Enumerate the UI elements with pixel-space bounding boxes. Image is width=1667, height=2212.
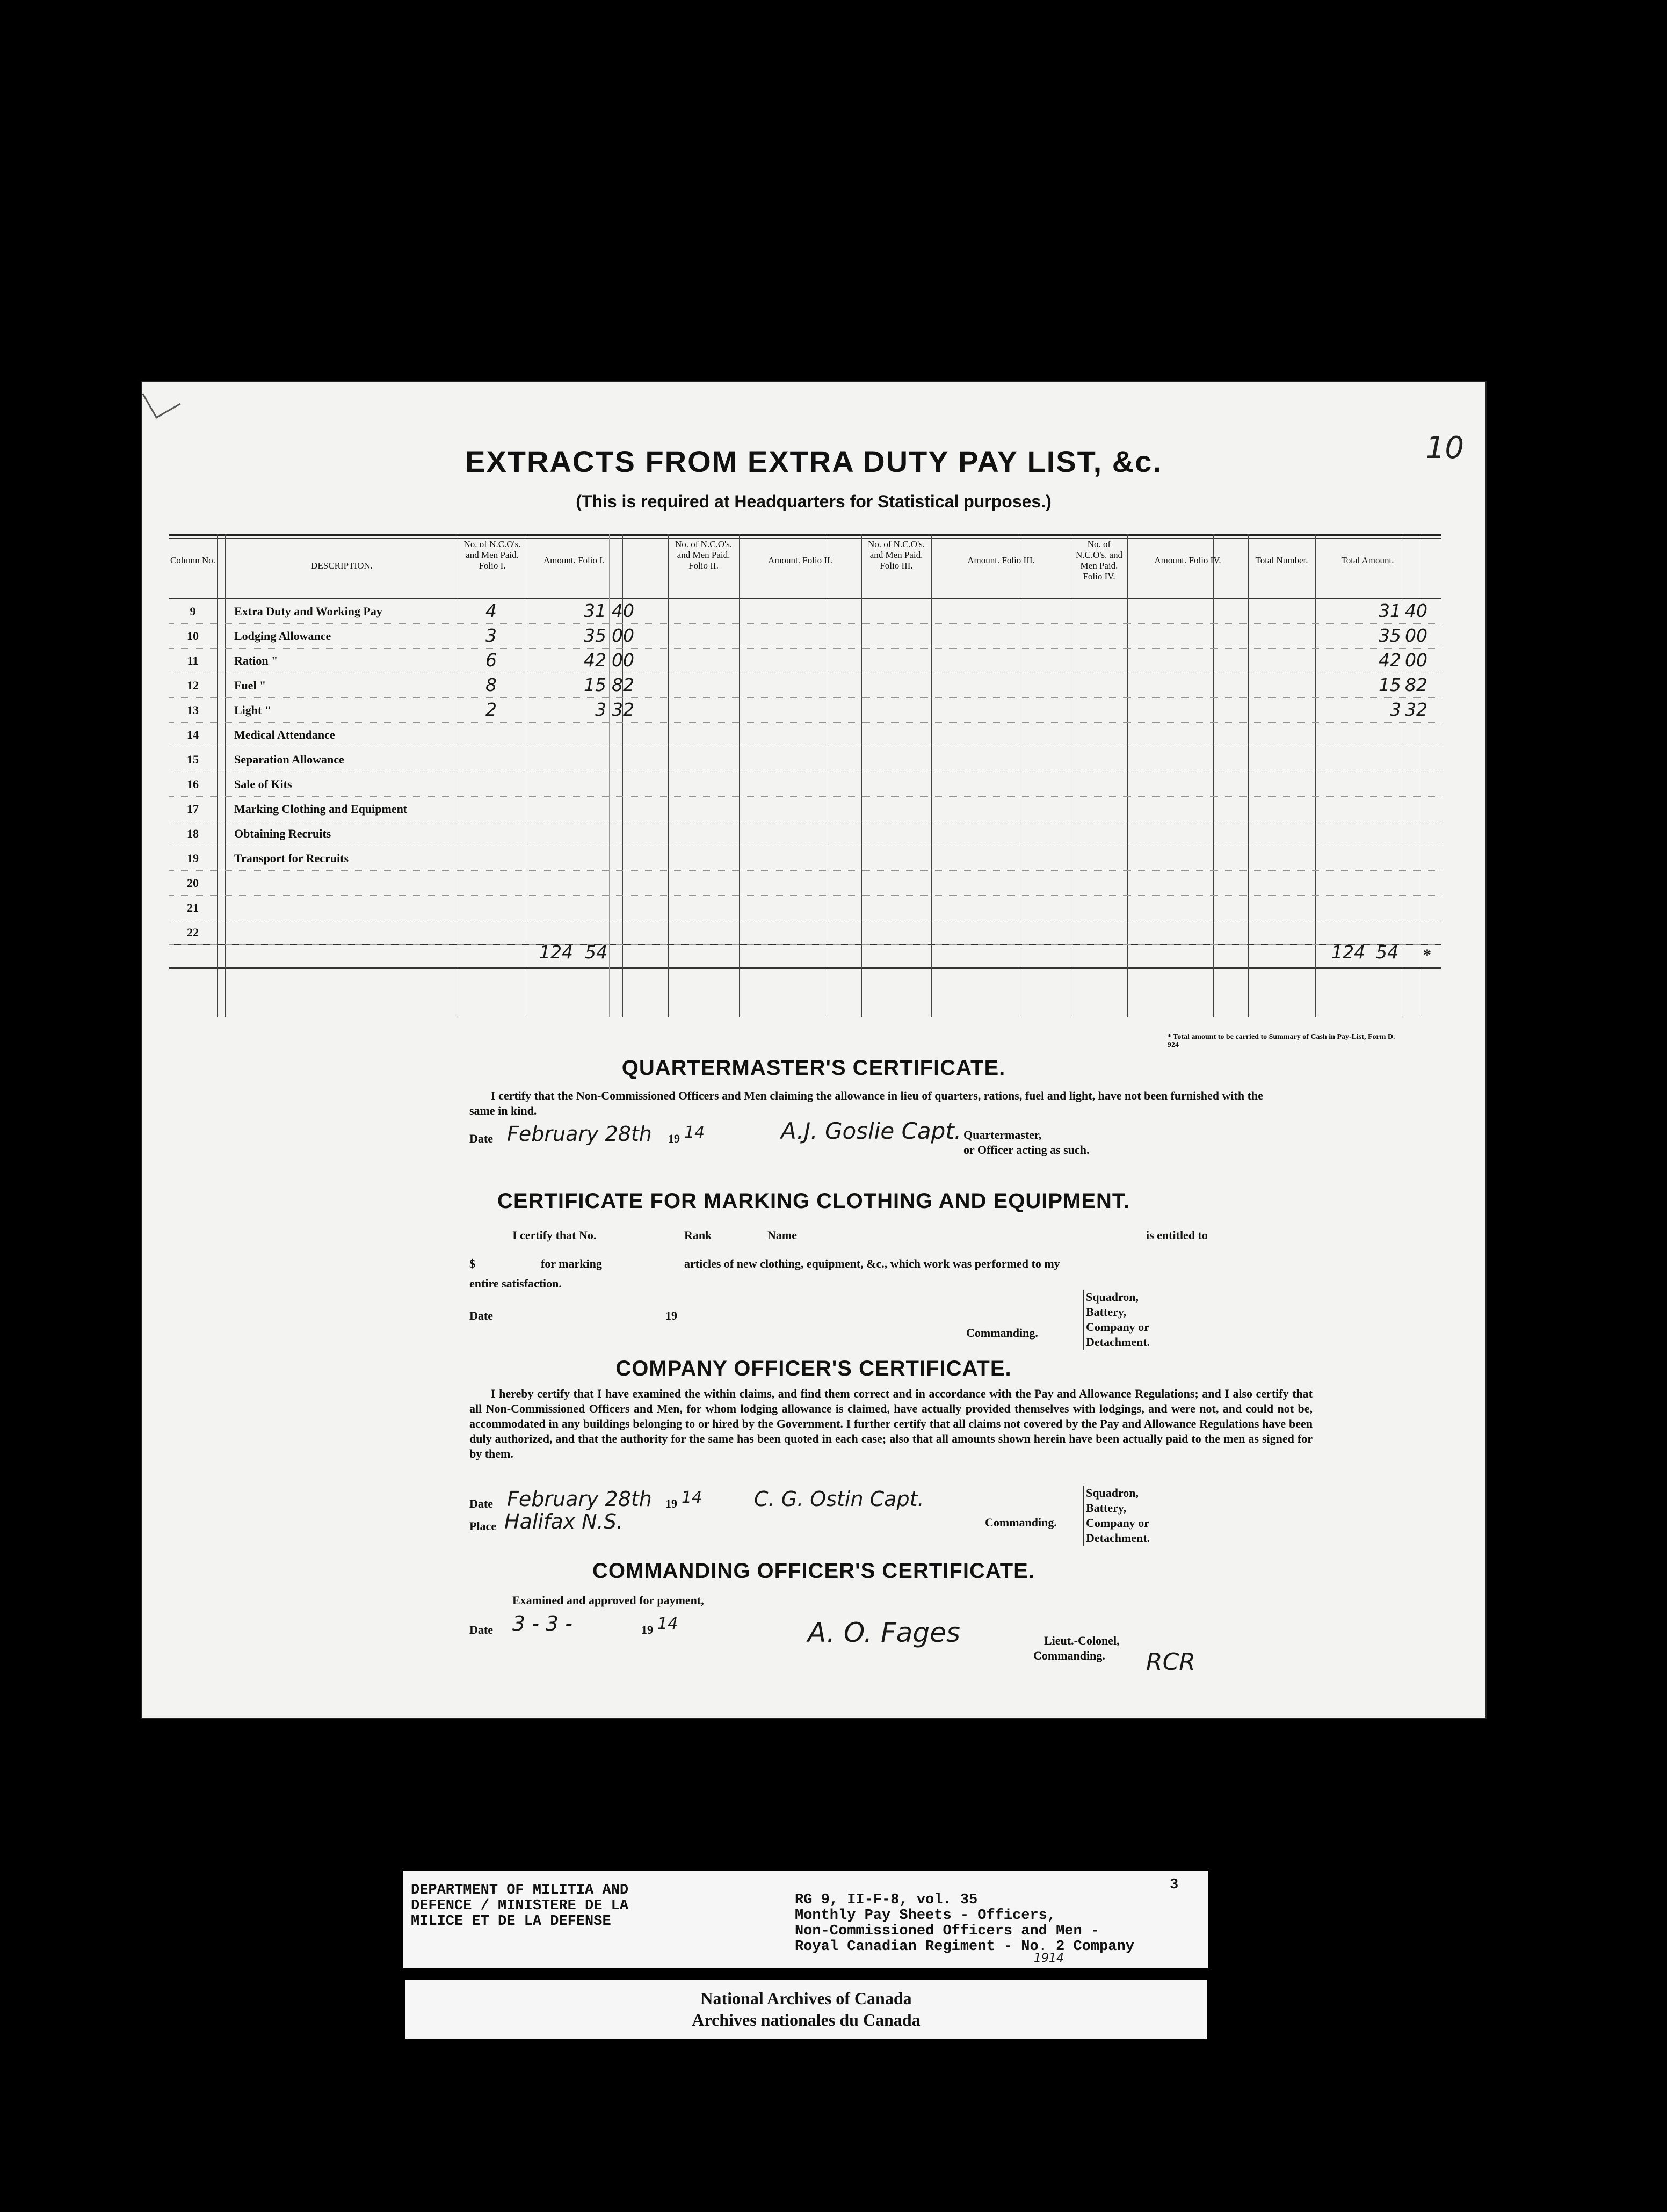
row-description: Light " <box>234 703 272 717</box>
marking-name: Name <box>767 1228 797 1242</box>
row-column-no: 12 <box>187 679 199 692</box>
row-total-cents: 40 <box>1405 600 1427 621</box>
form-subtitle: (This is required at Headquarters for Statistical purposes.) <box>576 492 1052 511</box>
marking-commanding: Commanding. <box>966 1326 1038 1340</box>
row-description: Separation Allowance <box>234 753 344 766</box>
reference-line-2: Monthly Pay Sheets - Officers, <box>795 1908 1056 1924</box>
row-total-dollars: 35 <box>1379 625 1401 646</box>
row-description: Transport for Recruits <box>234 852 349 865</box>
company-commanding: Commanding. <box>985 1516 1057 1529</box>
marking-articles: articles of new clothing, equipment, &c., which work was performed to my <box>684 1257 1060 1270</box>
archive-name-fr: Archives nationales du Canada <box>692 2010 921 2029</box>
qm-role-acting: or Officer acting as such. <box>963 1143 1090 1156</box>
header-description: DESCRIPTION. <box>311 561 373 571</box>
row-nco-count: 3 <box>485 625 497 646</box>
total-amount-cents: 54 <box>1376 942 1398 963</box>
reference-year-note: 1914 <box>1034 1952 1064 1965</box>
header-amount-folio3: Amount. Folio III. <box>967 555 1035 565</box>
header-nco-folio2: No. of N.C.O's. and Men Paid. Folio II. <box>675 539 732 571</box>
form-title: EXTRACTS FROM EXTRA DUTY PAY LIST, &c. <box>465 445 1162 478</box>
row-description: Lodging Allowance <box>234 629 331 643</box>
qm-certificate-text: I certify that the Non-Commissioned Officers and Men claiming the allowance in lieu of quarters, rations, fuel and light, have not been furnished with the same in kind. <box>469 1089 1263 1117</box>
qm-year-value: 14 <box>684 1123 705 1142</box>
table-row <box>169 747 1441 772</box>
marking-satisfaction: entire satisfaction. <box>469 1277 562 1290</box>
company-unit: Squadron, Battery, Company or Detachment. <box>1083 1486 1172 1546</box>
table-row <box>169 920 1441 945</box>
row-amount-dollars: 31 <box>584 600 606 621</box>
total-amount-dollars: 124 <box>1331 942 1365 963</box>
qm-date-value: February 28th <box>507 1122 652 1146</box>
table-row <box>169 673 1441 698</box>
table-row <box>169 649 1441 673</box>
row-column-no: 22 <box>187 926 199 939</box>
row-amount-dollars: 42 <box>584 650 606 671</box>
header-amount-folio1: Amount. Folio I. <box>543 555 605 565</box>
header-nco-folio4: No. of N.C.O's. and Men Paid. Folio IV. <box>1075 539 1123 581</box>
header-total-amount: Total Amount. <box>1341 555 1394 565</box>
header-amount-folio2: Amount. Folio II. <box>768 555 832 565</box>
marking-for-marking: for marking <box>541 1257 602 1270</box>
marking-year-prefix: 19 <box>665 1309 677 1322</box>
row-column-no: 9 <box>190 605 196 618</box>
marking-rank: Rank <box>684 1228 712 1242</box>
row-amount-cents: 32 <box>612 699 634 720</box>
header-amount-folio4: Amount. Folio IV. <box>1154 555 1221 565</box>
row-total-cents: 82 <box>1405 674 1427 695</box>
table-row <box>169 846 1441 871</box>
reference-number: 3 <box>1170 1877 1179 1893</box>
table-row <box>169 797 1441 821</box>
department-line-2: DEFENCE / MINISTERE DE LA <box>411 1898 629 1914</box>
row-description: Medical Attendance <box>234 728 335 741</box>
row-column-no: 20 <box>187 876 199 890</box>
reference-line-4: Royal Canadian Regiment - No. 2 Company <box>795 1939 1134 1955</box>
table-row <box>169 599 1441 624</box>
qm-role: Quartermaster, <box>963 1128 1042 1141</box>
table-row <box>169 821 1441 846</box>
row-description: Extra Duty and Working Pay <box>234 605 382 618</box>
company-place-label: Place <box>469 1519 497 1533</box>
total-folio1-cents: 54 <box>585 942 607 963</box>
archive-name-label <box>405 1980 1207 2039</box>
marking-date-label: Date <box>469 1309 493 1322</box>
row-total-dollars: 31 <box>1379 600 1401 621</box>
marking-certificate-title: CERTIFICATE FOR MARKING CLOTHING AND EQUIPMENT. <box>497 1189 1130 1213</box>
row-nco-count: 4 <box>485 600 497 621</box>
row-total-dollars: 15 <box>1379 674 1401 695</box>
row-total-cents: 32 <box>1405 699 1427 720</box>
company-date-label: Date <box>469 1497 493 1510</box>
row-amount-dollars: 35 <box>584 625 606 646</box>
co-regiment-initials: RCR <box>1146 1648 1195 1676</box>
row-description: Obtaining Recruits <box>234 827 331 840</box>
row-description: Marking Clothing and Equipment <box>234 802 408 816</box>
marking-unit: Squadron, Battery, Company or Detachment. <box>1083 1290 1172 1350</box>
co-certificate-text: Examined and approved for payment, <box>512 1593 704 1607</box>
archive-reference-label <box>403 1871 1208 1968</box>
marking-dollar-sign: $ <box>469 1257 475 1270</box>
co-rank: Lieut.-Colonel, <box>1044 1634 1120 1647</box>
department-line-1: DEPARTMENT OF MILITIA AND <box>411 1882 629 1898</box>
co-commanding: Commanding. <box>1033 1649 1105 1662</box>
row-nco-count: 8 <box>485 674 497 695</box>
row-column-no: 21 <box>187 901 199 914</box>
co-signature: A. O. Fages <box>808 1617 960 1648</box>
row-column-no: 11 <box>187 654 199 667</box>
row-description: Sale of Kits <box>234 777 292 791</box>
row-total-cents: 00 <box>1405 650 1427 671</box>
row-description: Ration " <box>234 654 278 667</box>
table-row <box>169 896 1441 920</box>
extracts-table <box>169 534 1441 1017</box>
row-nco-count: 2 <box>485 699 497 720</box>
row-column-no: 16 <box>187 777 199 791</box>
row-total-dollars: 42 <box>1379 650 1401 671</box>
pay-list-sheet <box>141 381 1487 1719</box>
row-nco-count: 6 <box>485 650 497 671</box>
header-column-no: Column No. <box>170 555 216 565</box>
row-amount-dollars: 3 <box>595 699 606 720</box>
table-row <box>169 723 1441 747</box>
header-total-number: Total Number. <box>1255 555 1308 565</box>
row-column-no: 10 <box>187 629 199 643</box>
total-footnote: * Total amount to be carried to Summary of Cash in Pay-List, Form D. 924 <box>1168 1033 1395 1049</box>
department-line-3: MILICE ET DE LA DEFENSE <box>411 1913 611 1930</box>
company-year-prefix: 19 <box>665 1497 677 1510</box>
row-amount-cents: 40 <box>612 600 634 621</box>
co-year-value: 14 <box>657 1614 678 1633</box>
total-folio1-dollars: 124 <box>539 942 573 963</box>
row-description: Fuel " <box>234 679 266 692</box>
table-row <box>169 698 1441 723</box>
qm-signature: A.J. Goslie Capt. <box>781 1118 962 1144</box>
reference-line-3: Non-Commissioned Officers and Men - <box>795 1923 1100 1939</box>
qm-certificate-title: QUARTERMASTER'S CERTIFICATE. <box>621 1056 1006 1080</box>
row-column-no: 13 <box>187 703 199 717</box>
row-column-no: 18 <box>187 827 199 840</box>
folded-corner <box>142 380 180 418</box>
table-row <box>169 624 1441 649</box>
company-certificate-text: I hereby certify that I have examined the within claims, and find them correct and in accordance with the Pay and Allowance Regulations; and I also certify that all Non-Commissioned Officers and Men, for whom lodging allowance is claimed, have actually provided themselves with lodgings, and were not, and could not be, accommodated in any buildings belonging to or hired by the Government. I further certify that all claims not covered by the Pay and Allowance Regulations have been duly authorized, and that the authority for the same has been quoted in each case; also that all amounts shown herein have been actually paid to the men as signed for by them. <box>469 1387 1313 1460</box>
table-row <box>169 871 1441 896</box>
header-nco-folio1: No. of N.C.O's. and Men Paid. Folio I. <box>463 539 521 571</box>
header-nco-folio3: No. of N.C.O's. and Men Paid. Folio III. <box>867 539 925 571</box>
row-total-dollars: 3 <box>1390 699 1401 720</box>
co-date-label: Date <box>469 1623 493 1636</box>
co-certificate-title: COMMANDING OFFICER'S CERTIFICATE. <box>592 1559 1035 1583</box>
qm-date-label: Date <box>469 1132 493 1145</box>
total-asterisk: * <box>1423 946 1431 964</box>
row-amount-cents: 00 <box>612 650 634 671</box>
row-column-no: 15 <box>187 753 199 766</box>
marking-entitled: is entitled to <box>1146 1228 1208 1242</box>
qm-year-prefix: 19 <box>668 1132 680 1145</box>
co-date-value: 3 - 3 - <box>512 1612 573 1635</box>
company-signature: C. G. Ostin Capt. <box>754 1487 924 1511</box>
row-column-no: 17 <box>187 802 199 816</box>
company-date-value: February 28th <box>507 1487 652 1511</box>
row-total-cents: 00 <box>1405 625 1427 646</box>
row-column-no: 19 <box>187 852 199 865</box>
company-year-value: 14 <box>682 1488 702 1507</box>
table-row <box>169 772 1441 797</box>
page-number: 10 <box>1425 431 1464 465</box>
row-amount-cents: 00 <box>612 625 634 646</box>
reference-line-1: RG 9, II-F-8, vol. 35 <box>795 1892 978 1908</box>
co-year-prefix: 19 <box>641 1623 653 1636</box>
row-column-no: 14 <box>187 728 199 741</box>
row-amount-cents: 82 <box>612 674 634 695</box>
archive-name-en: National Archives of Canada <box>700 1989 912 2008</box>
company-certificate-title: COMPANY OFFICER'S CERTIFICATE. <box>615 1357 1012 1380</box>
marking-certify-no: I certify that No. <box>512 1228 597 1242</box>
row-amount-dollars: 15 <box>584 674 606 695</box>
company-place-value: Halifax N.S. <box>504 1510 623 1533</box>
